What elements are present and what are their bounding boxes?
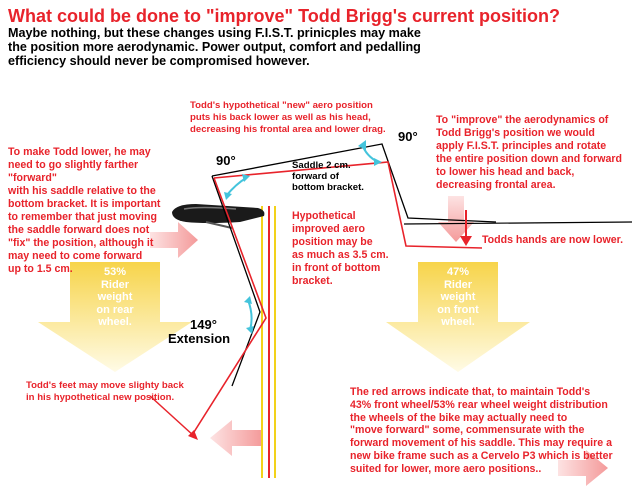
hands-lower-note: Todds hands are now lower. bbox=[482, 234, 624, 246]
saddle-icon bbox=[172, 204, 264, 223]
aero-bar-line bbox=[404, 222, 632, 224]
red-arrows-note: The red arrows indicate that, to maintain Todd's 43% front wheel/53% rear wheel weight distribution the wheels of the bike may actually need to "move forward" some, commensurate with the forward movement of his saddle. This may require a new bike frame such as a Cervelo P3 which is better suited for lower, more aero positions.. bbox=[350, 386, 613, 475]
shoulder-angle-arrow-2 bbox=[374, 158, 382, 166]
new-aero-note: Todd's hypothetical "new" aero position puts his back lower as well as his head, decreasing his frontal area and lower drag. bbox=[190, 100, 386, 135]
right-improve-note: To "improve" the aerodynamics of Todd Brigg's position we would apply F.I.S.T. principles and rotate the entire position down and forward to lower his head and back, decreasing frontal area. bbox=[436, 114, 622, 191]
saddle-forward-note: Saddle 2 cm. forward of bottom bracket. bbox=[292, 160, 364, 193]
foot-back-arrow bbox=[210, 420, 262, 456]
knee-angle-label: 149° bbox=[190, 317, 217, 332]
page-title: What could be done to "improve" Todd Brigg's current position? bbox=[8, 6, 561, 26]
hands-lower-arrow-head bbox=[460, 236, 472, 246]
knee-angle-arc bbox=[248, 300, 252, 330]
rear-weight-label: 53% Rider weight on rear wheel. bbox=[96, 266, 134, 329]
hip-angle-label: 90° bbox=[216, 153, 236, 168]
feet-back-note: Todd's feet may move slighty back in his hypothetical new position. bbox=[26, 380, 184, 403]
left-saddle-note: To make Todd lower, he may need to go slightly farther "forward" with his saddle relative to the bottom bracket. It is important to remember that just moving the saddle forward does not "fix" the position, although it may need to come forward up to 1.5 cm. bbox=[8, 146, 161, 275]
intro-text: Maybe nothing, but these changes using F.I.S.T. prinicples may make the position more aerodynamic. Power output, comfort and pedalling efficiency should never be compromised however. bbox=[8, 26, 421, 68]
knee-angle-arrow-1 bbox=[244, 296, 252, 304]
knee-angle-caption: Extension bbox=[168, 331, 231, 346]
shoulder-angle-label: 90° bbox=[398, 129, 418, 144]
front-weight-label: 47% Rider weight on front wheel. bbox=[437, 266, 479, 329]
hypothetical-position-note: Hypothetical improved aero position may be as much as 3.5 cm. in front of bottom bracket. bbox=[292, 210, 389, 287]
hip-angle-arrow-1 bbox=[224, 192, 232, 200]
